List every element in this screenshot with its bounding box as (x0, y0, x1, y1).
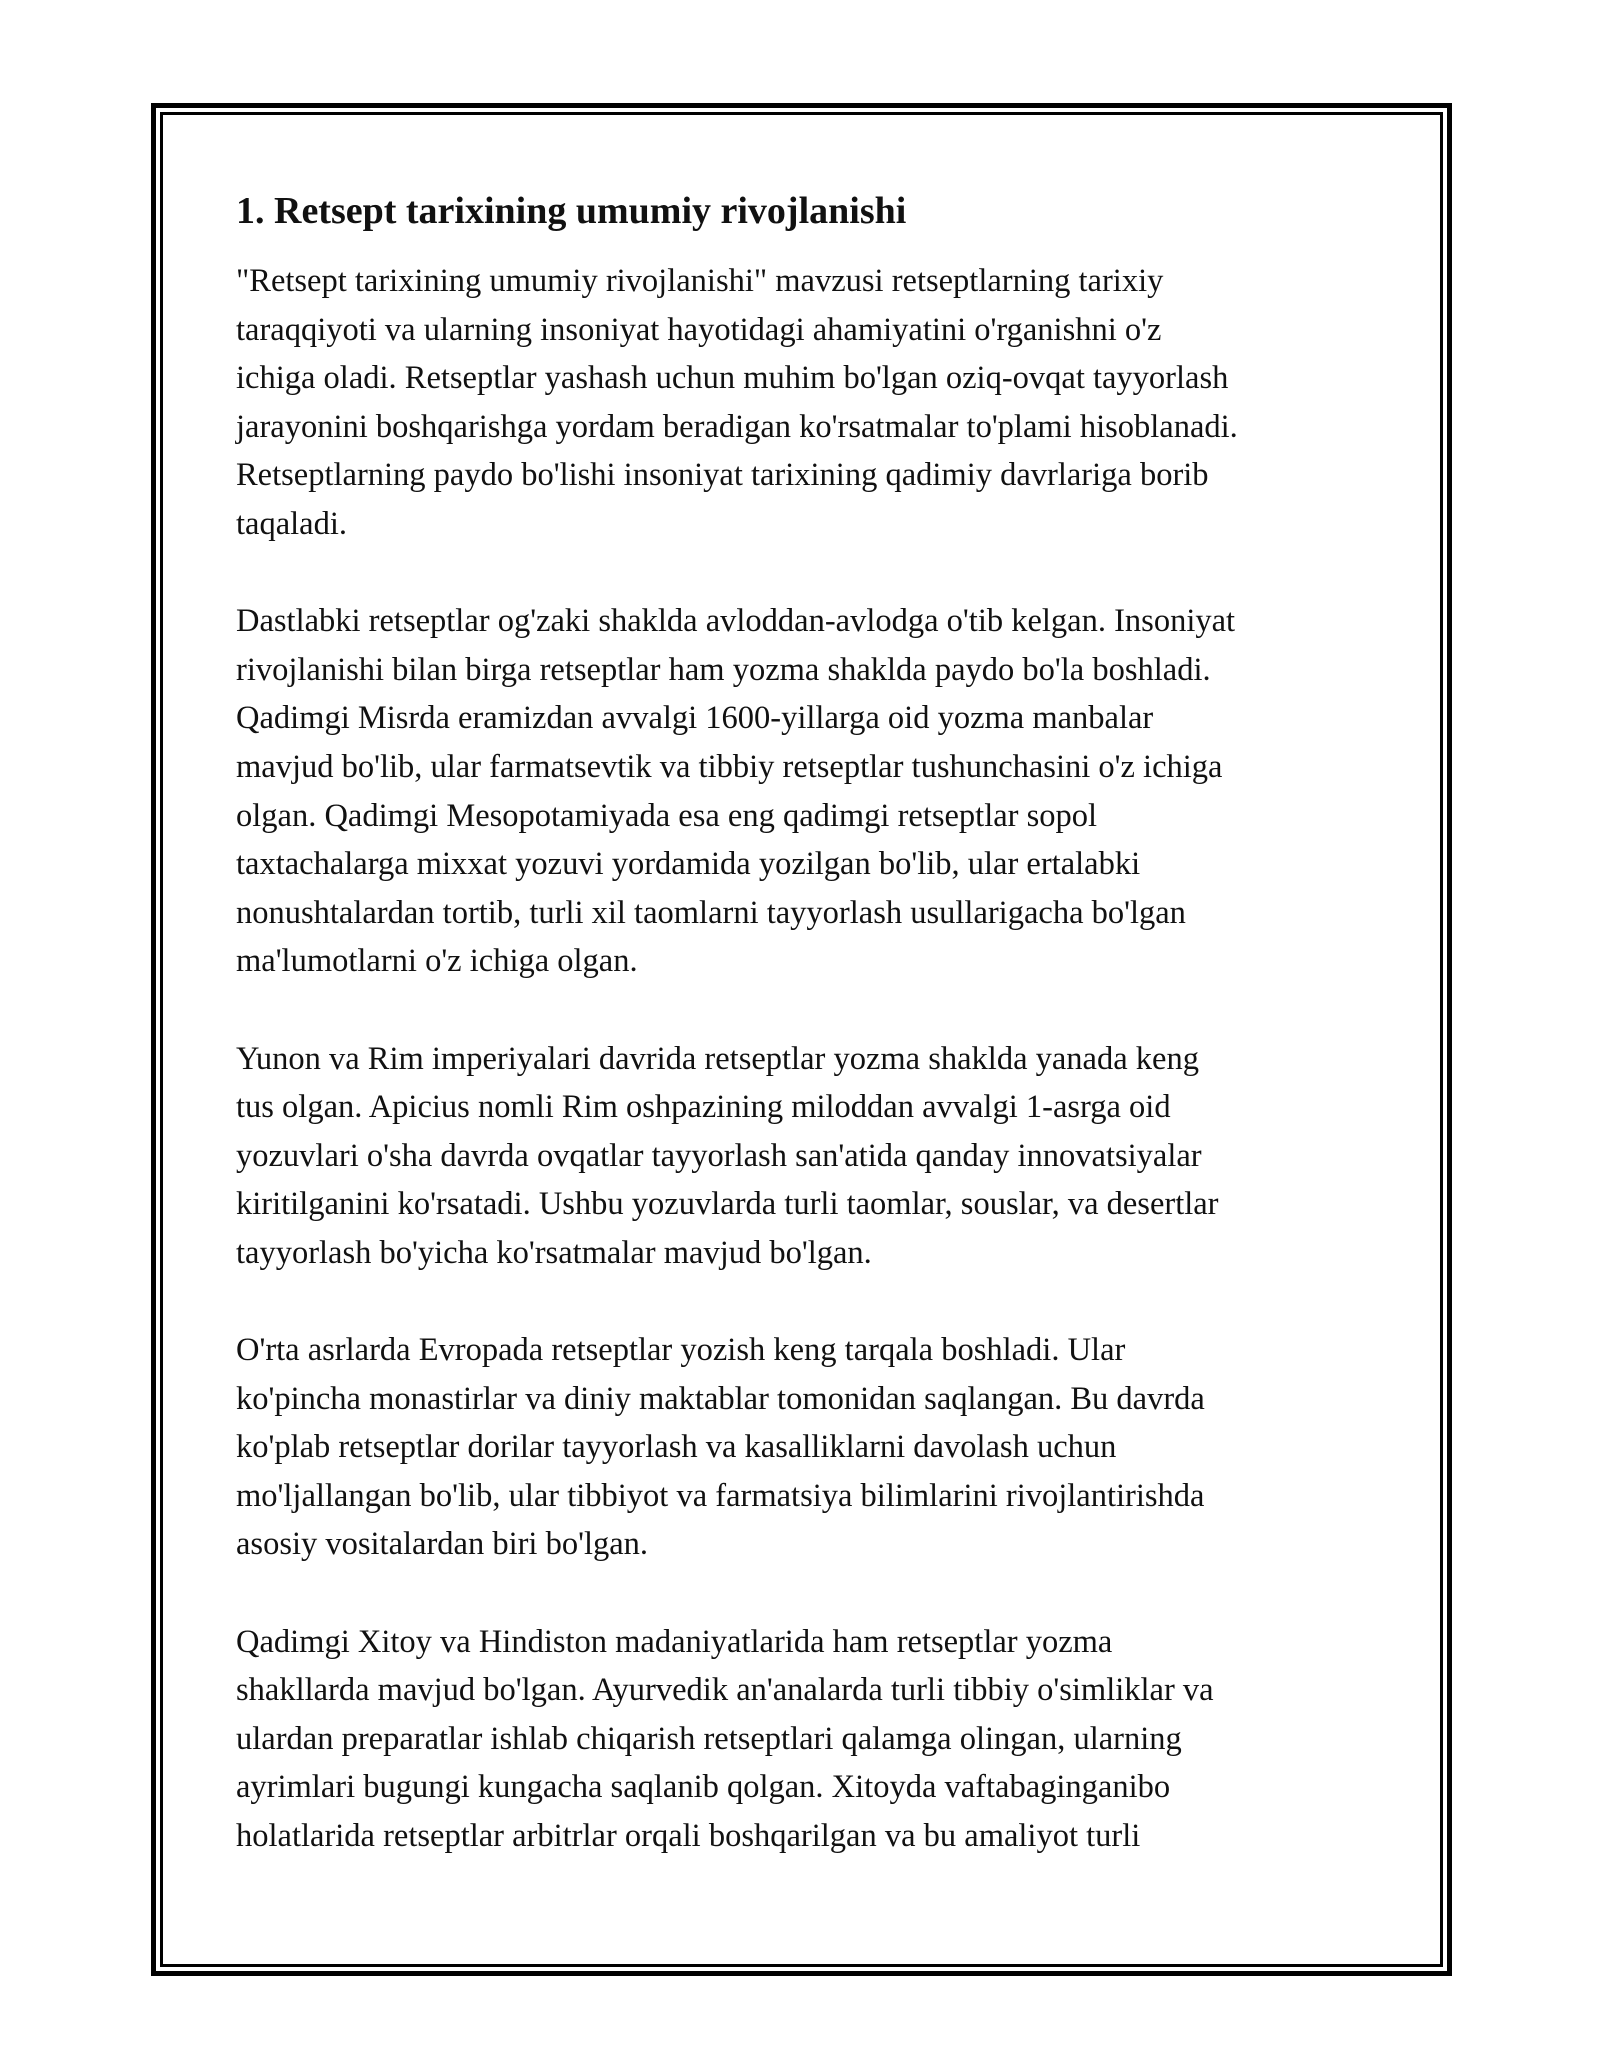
paragraph-china-india: Qadimgi Xitoy va Hindiston madaniyatlarida ham retseptlar yozma shakllarda mavjud bo'lgan. Ayurvedik an'analarda turli tibbiy o'simliklar va ulardan preparatlar ishlab chiqarish retseptlari qalamga olingan, ularning ayrimlari bugungi kungacha saqlanib qolgan. Xitoyda vaftabaginganibo holatlarida retseptlar arbitrlar orqali boshqarilgan va bu amaliyot turli (236, 1623, 1214, 1854)
paragraph-intro: "Retsept tarixining umumiy rivojlanishi" mavzusi retseptlarning tarixiy taraqqiyoti va ularning insoniyat hayotidagi ahamiyatini o'rganishni o'z ichiga oladi. Retseptlar yashash uchun muhim bo'lgan oziq-ovqat tayyorlash jarayonini boshqarishga yordam beradigan ko'rsatmalar to'plami hisoblanadi. Retseptlarning paydo bo'lishi insoniyat tarixining qadimiy davrlariga borib taqaladi. (236, 263, 1238, 542)
paragraph-middle-ages: O'rta asrlarda Evropada retseptlar yozish keng tarqala boshladi. Ular ko'pincha monastirlar va diniy maktablar tomonidan saqlangan. Bu davrda ko'plab retseptlar dorilar tayyorlash va kasalliklarni davolash uchun mo'ljallangan bo'lib, ular tibbiyot va farmatsiya bilimlarini rivojlantirishda asosiy vositalardan biri bo'lgan. (236, 1332, 1205, 1563)
paragraph-early-recipes: Dastlabki retseptlar og'zaki shaklda avloddan-avlodga o'tib kelgan. Insoniyat rivojlanishi bilan birga retseptlar ham yozma shaklda paydo bo'la boshladi. Qadimgi Misrda eramizdan avvalgi 1600-yillarga oid yozma manbalar mavjud bo'lib, ular farmatsevtik va tibbiy retseptlar tushunchasini o'z ichiga olgan. Qadimgi Mesopotamiyada esa eng qadimgi retseptlar sopol taxtachalarga mixxat yozuvi yordamida yozilgan bo'lib, ular ertalabki nonushtalardan tortib, turli xil taomlarni tayyorlash usullarigacha bo'lgan ma'lumotlarni o'z ichiga olgan. (236, 603, 1236, 980)
section-heading: 1. Retsept tarixining umumiy rivojlanishi (236, 190, 907, 232)
paragraph-greece-rome: Yunon va Rim imperiyalari davrida retseptlar yozma shaklda yanada keng tus olgan. Apicius nomli Rim oshpazining miloddan avvalgi 1-asrga oid yozuvlari o'sha davrda ovqatlar tayyorlash san'atida qanday innovatsiyalar kiritilganini ko'rsatadi. Ushbu yozuvlarda turli taomlar, souslar, va desertlar tayyorlash bo'yicha ko'rsatmalar mavjud bo'lgan. (236, 1040, 1219, 1271)
document-body (236, 185, 1386, 1861)
